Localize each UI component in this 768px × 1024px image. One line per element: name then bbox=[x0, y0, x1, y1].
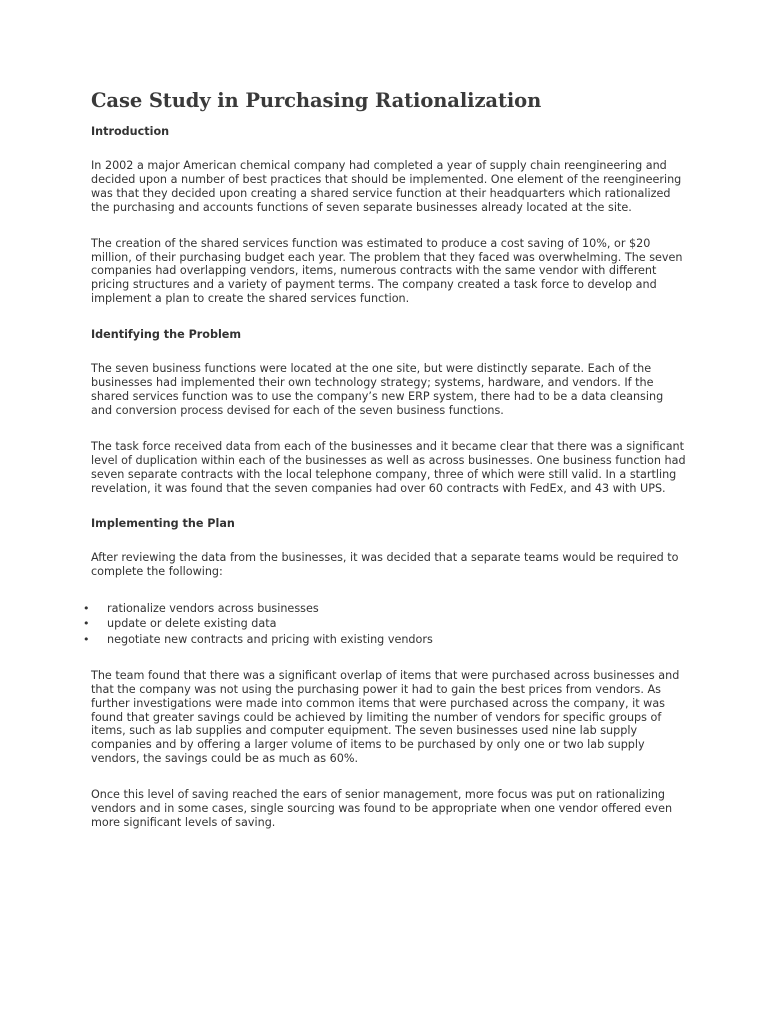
paragraph-introduction-2: The creation of the shared services function was estimated to produce a cost saving of 10%, or $20 million, of their purchasing budget each year. The problem that they faced was overwhelming. The seven companies had overlapping vendors, items, numerous contracts with the same vendor with different pricing structures and a variety of payment terms. The company created a task force to develop and implement a plan to create the shared services function. bbox=[91, 236, 683, 306]
paragraph-problem-2: The task force received data from each of the businesses and it became clear that there was a significant level of duplication within each of the businesses as well as across businesses. One business function had seven separate contracts with the local telephone company, three of which were still valid. In a startling revelation, it was found that the seven companies had over 60 contracts with FedEx, and 43 with UPS. bbox=[91, 439, 686, 495]
paragraph-plan-2: Once this level of saving reached the ears of senior management, more focus was put on rationalizing vendors and in some cases, single sourcing was found to be appropriate when one vendor offered even more significant levels of saving. bbox=[91, 788, 673, 829]
document-page bbox=[83, 86, 687, 830]
list-item bbox=[83, 616, 687, 631]
paragraph-plan-intro: After reviewing the data from the businesses, it was decided that a separate teams would be required to complete the following: bbox=[91, 551, 679, 579]
document-title: Case Study in Purchasing Rationalization bbox=[91, 89, 542, 112]
section-heading-introduction: Introduction bbox=[91, 125, 170, 138]
section-heading-plan: Implementing the Plan bbox=[91, 517, 235, 531]
bullet-icon: • bbox=[83, 602, 90, 616]
bullet-icon: • bbox=[83, 617, 90, 631]
bullet-icon: • bbox=[83, 632, 90, 646]
bullet-list bbox=[83, 601, 687, 647]
list-item bbox=[83, 632, 687, 647]
list-item-text: rationalize vendors across businesses bbox=[107, 602, 319, 616]
paragraph-introduction-1: In 2002 a major American chemical company had completed a year of supply chain reengineering and decided upon a number of best practices that should be implemented. One element of the reengineering was that they decided upon creating a shared service function at their headquarters which rationalized the purchasing and accounts functions of seven separate businesses already located at the site. bbox=[91, 159, 682, 214]
section-heading-problem: Identifying the Problem bbox=[91, 328, 242, 342]
list-item-text: update or delete existing data bbox=[107, 617, 277, 631]
list-item-text: negotiate new contracts and pricing with existing vendors bbox=[107, 632, 433, 646]
paragraph-problem-1: The seven business functions were located at the one site, but were distinctly separate. Each of the businesses had implemented their own technology strategy; systems, hardware, and vendors. If the shared services function was to use the company’s new ERP system, there had to be a data cleansing and conversion process devised for each of the seven business functions. bbox=[91, 362, 664, 417]
paragraph-plan-1: The team found that there was a significant overlap of items that were purchased across businesses and that the company was not using the purchasing power it had to gain the best prices from vendors. As further investigations were made into common items that were purchased across the company, it was found that greater savings could be achieved by limiting the number of vendors for specific groups of items, such as lab supplies and computer equipment. The seven businesses used nine lab supply companies and by offering a larger volume of items to be purchased by only one or two lab supply vendors, the savings could be as much as 60%. bbox=[91, 668, 680, 766]
list-item bbox=[83, 601, 687, 616]
